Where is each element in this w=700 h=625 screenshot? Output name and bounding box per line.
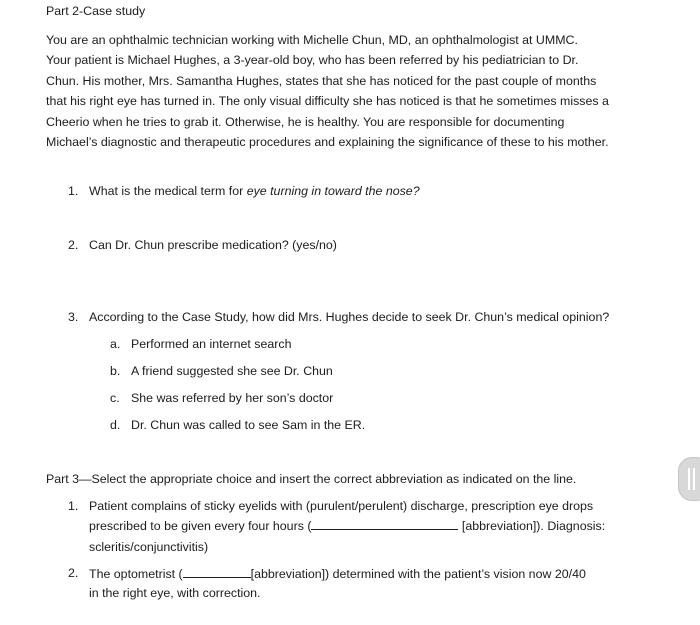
question-number: 2. [68, 566, 79, 580]
abbreviation-blank[interactable] [183, 566, 251, 578]
option-letter: a. [110, 337, 121, 351]
question-number: 1. [68, 499, 79, 513]
intro-line: that his right eye has turned in. The only visual difficulty she has noticed is that he sometimes misses a [46, 94, 609, 109]
question-line [89, 566, 586, 581]
part3-heading: Part 3—Select the appropriate choice and insert the correct abbreviation as indicated on the line. [46, 472, 577, 486]
option-text: A friend suggested she see Dr. Chun [131, 364, 333, 378]
abbreviation-blank[interactable] [311, 518, 458, 530]
question-line: Patient complains of sticky eyelids with (purulent/perulent) discharge, prescription eye drops [89, 499, 594, 513]
question-line: scleritis/conjunctivitis) [89, 540, 209, 554]
option-letter: d. [110, 418, 121, 432]
option-text: Performed an internet search [131, 337, 292, 351]
question-text [89, 184, 420, 198]
line-suffix: [abbreviation]). Diagnosis: [458, 519, 606, 533]
option-text: She was referred by her son’s doctor [131, 391, 334, 405]
question-line: in the right eye, with correction. [89, 586, 261, 600]
question-line [89, 518, 605, 533]
question-number: 2. [68, 238, 79, 252]
part2-heading: Part 2-Case study [46, 4, 146, 18]
question-prefix: What is the medical term for [89, 184, 247, 198]
intro-line: You are an ophthalmic technician working with Michelle Chun, MD, an ophthalmologist at UMMC. [46, 33, 578, 47]
question-text: Can Dr. Chun prescribe medication? (yes/no) [89, 238, 337, 252]
intro-line: Your patient is Michael Hughes, a 3-year-old boy, who has been referred by his pediatrician to Dr. [46, 53, 579, 68]
scroll-handle[interactable] [678, 457, 700, 501]
grip-icon [693, 468, 695, 490]
option-letter: b. [110, 364, 121, 378]
option-letter: c. [110, 391, 120, 405]
question-text: According to the Case Study, how did Mrs. Hughes decide to seek Dr. Chun’s medical opinion? [89, 310, 610, 324]
grip-icon [688, 468, 690, 490]
line-prefix: The optometrist ( [89, 567, 183, 581]
question-number: 1. [68, 184, 79, 198]
intro-line: Chun. His mother, Mrs. Samantha Hughes, states that she has noticed for the past couple of months [46, 73, 597, 88]
case-study-intro [46, 30, 676, 152]
question-emphasis: eye turning in toward the nose? [246, 184, 420, 198]
intro-line: Cheerio when he tries to grab it. Otherwise, he is healthy. You are responsible for documenting [46, 114, 565, 129]
question-number: 3. [68, 310, 79, 324]
intro-line: Michael’s diagnostic and therapeutic procedures and explaining the significance of these to his mother. [46, 135, 609, 150]
option-text: Dr. Chun was called to see Sam in the ER. [131, 418, 366, 432]
line-prefix: prescribed to be given every four hours ( [89, 519, 312, 533]
line-suffix: [abbreviation]) determined with the patient’s vision now 20/40 [250, 567, 586, 581]
